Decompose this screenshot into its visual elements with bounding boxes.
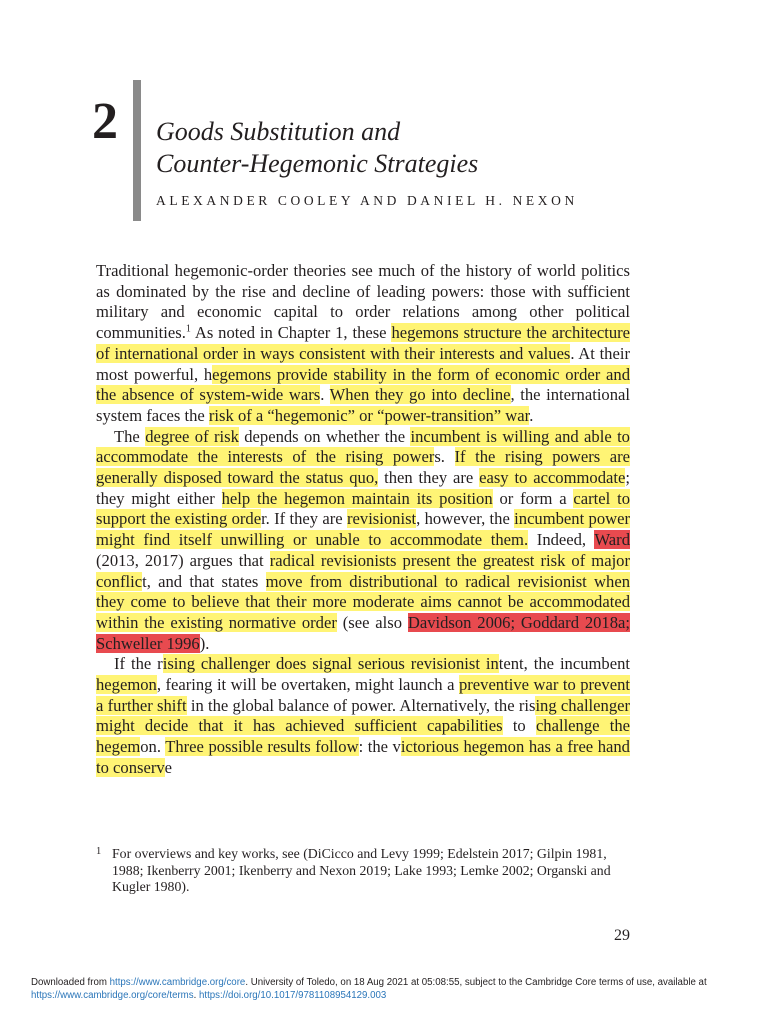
highlighted-text: incumbent is willing and able to accommodate the interests of the rising power (96, 426, 630, 467)
highlighted-text: If the rising powers are generally disposed toward the status quo, (96, 447, 630, 488)
text-run: , however, the (416, 509, 515, 529)
footnote-reference: 1 (185, 323, 191, 335)
text-run: to (502, 716, 536, 736)
text-run: : the v (358, 737, 401, 757)
text-run: (2013, 2017) argues that (96, 550, 270, 570)
text-run: then they are (378, 468, 480, 488)
highlighted-text: incumbent power might find itself unwilling or unable to accommodate them. (96, 509, 630, 550)
citation-highlight: Davidson 2006; Goddard 2018a; Schweller 1996 (96, 612, 630, 653)
text-run: Traditional hegemonic-order theories see much of the history of world politics as dominated by the rise and decline of leading powers: those with sufficient military and economic capital to order relations among other political communities. (96, 261, 630, 343)
text-run: , the international system faces the (96, 385, 630, 425)
highlighted-text: cartel to support the existing orde (96, 488, 631, 529)
text-run: If the r (114, 654, 163, 674)
text-run: . At their most powerful, h (96, 343, 630, 384)
highlighted-text: ing challenger might decide that it has achieved sufficient capabilities (96, 695, 631, 736)
text-run: t, and that states (142, 571, 266, 591)
footnote (96, 846, 626, 896)
text-run: depends on whether the (238, 426, 411, 446)
doi-link[interactable]: https://doi.org/10.1017/9781108954129.003 (198, 990, 387, 1001)
paragraph-3 (96, 654, 630, 778)
footnote-mark: 1 (96, 846, 102, 857)
download-prefix: Downloaded from (31, 977, 110, 988)
chapter-authors: ALEXANDER COOLEY AND DANIEL H. NEXON (156, 193, 578, 208)
text-run: or form a (492, 488, 574, 508)
highlighted-text: degree of risk (145, 426, 239, 446)
highlighted-text: move from distributional to radical revisionist when they come to believe that their more moderate aims cannot be accommodated within the existing normative order (96, 571, 631, 632)
highlighted-text: Three possible results follow (165, 737, 359, 757)
text-run: , fearing it will be overtaken, might launch a (156, 675, 459, 695)
footnote-text: For overviews and key works, see (DiCicco and Levy 1999; Edelstein 2017; Gilpin 1981, 1988; Ikenberry 2001; Ikenberry and Nexon 2019; Lake 1993; Lemke 2002; Organski and Kugler 1980). (112, 846, 611, 894)
page-number: 29 (614, 927, 630, 944)
text-run: . (320, 385, 330, 405)
text-run: ; they might either (96, 468, 630, 508)
highlighted-text: risk of a “hegemonic” or “power-transition” war (208, 405, 530, 425)
text-run: ). (199, 633, 210, 653)
chapter-body (96, 261, 630, 779)
text-run: e (164, 757, 173, 777)
text-run: s. (434, 447, 455, 467)
terms-link[interactable]: https://www.cambridge.org/core/terms (31, 990, 194, 1001)
text-run: Indeed, (528, 530, 595, 550)
highlighted-text: When they go into decline (329, 385, 511, 405)
text-run: in the global balance of power. Alternatively, the ris (186, 695, 536, 715)
chapter-title-line1: Goods Substitution and (156, 117, 401, 146)
cambridge-core-link[interactable]: https://www.cambridge.org/core (109, 977, 246, 988)
text-run: The (114, 426, 146, 446)
highlighted-text: easy to accommodate (479, 468, 626, 488)
highlighted-text: egemons provide stability in the form of economic order and the absence of system-wide wars (96, 364, 630, 405)
chapter-divider-bar (133, 80, 141, 221)
citation-highlight: Ward (594, 530, 630, 550)
download-middle: . University of Toledo, on 18 Aug 2021 at 05:08:55, subject to the Cambridge Core terms of use, available at (245, 977, 707, 988)
highlighted-text: preventive war to prevent a further shift (96, 675, 630, 715)
download-notice (31, 976, 747, 1002)
highlighted-text: hegemon (96, 675, 157, 695)
highlighted-text: challenge the hegem (96, 716, 630, 757)
highlighted-text: ictorious hegemon has a free hand to conserv (96, 737, 630, 777)
paragraph-2 (96, 427, 630, 655)
text-run: (see also (336, 612, 408, 632)
highlighted-text: help the hegemon maintain its position (221, 488, 493, 508)
text-run: on. (140, 737, 166, 757)
chapter-title (156, 116, 478, 180)
download-sep: . (193, 990, 199, 1001)
highlighted-text: hegemons structure the architecture of international order in ways consistent with their interests and values (96, 323, 631, 363)
highlighted-text: revisionist (347, 509, 417, 529)
chapter-number: 2 (92, 93, 118, 150)
paragraph-1 (96, 261, 630, 427)
text-run: r. If they are (261, 509, 347, 529)
highlighted-text: radical revisionists present the greatest risk of major conflic (96, 550, 630, 591)
text-run: tent, the incumbent (498, 654, 630, 674)
text-run: . (529, 405, 534, 425)
highlighted-text: ising challenger does signal serious revisionist in (162, 654, 499, 674)
text-run: As noted in Chapter 1, these (190, 323, 392, 343)
chapter-title-line2: Counter-Hegemonic Strategies (156, 149, 479, 178)
